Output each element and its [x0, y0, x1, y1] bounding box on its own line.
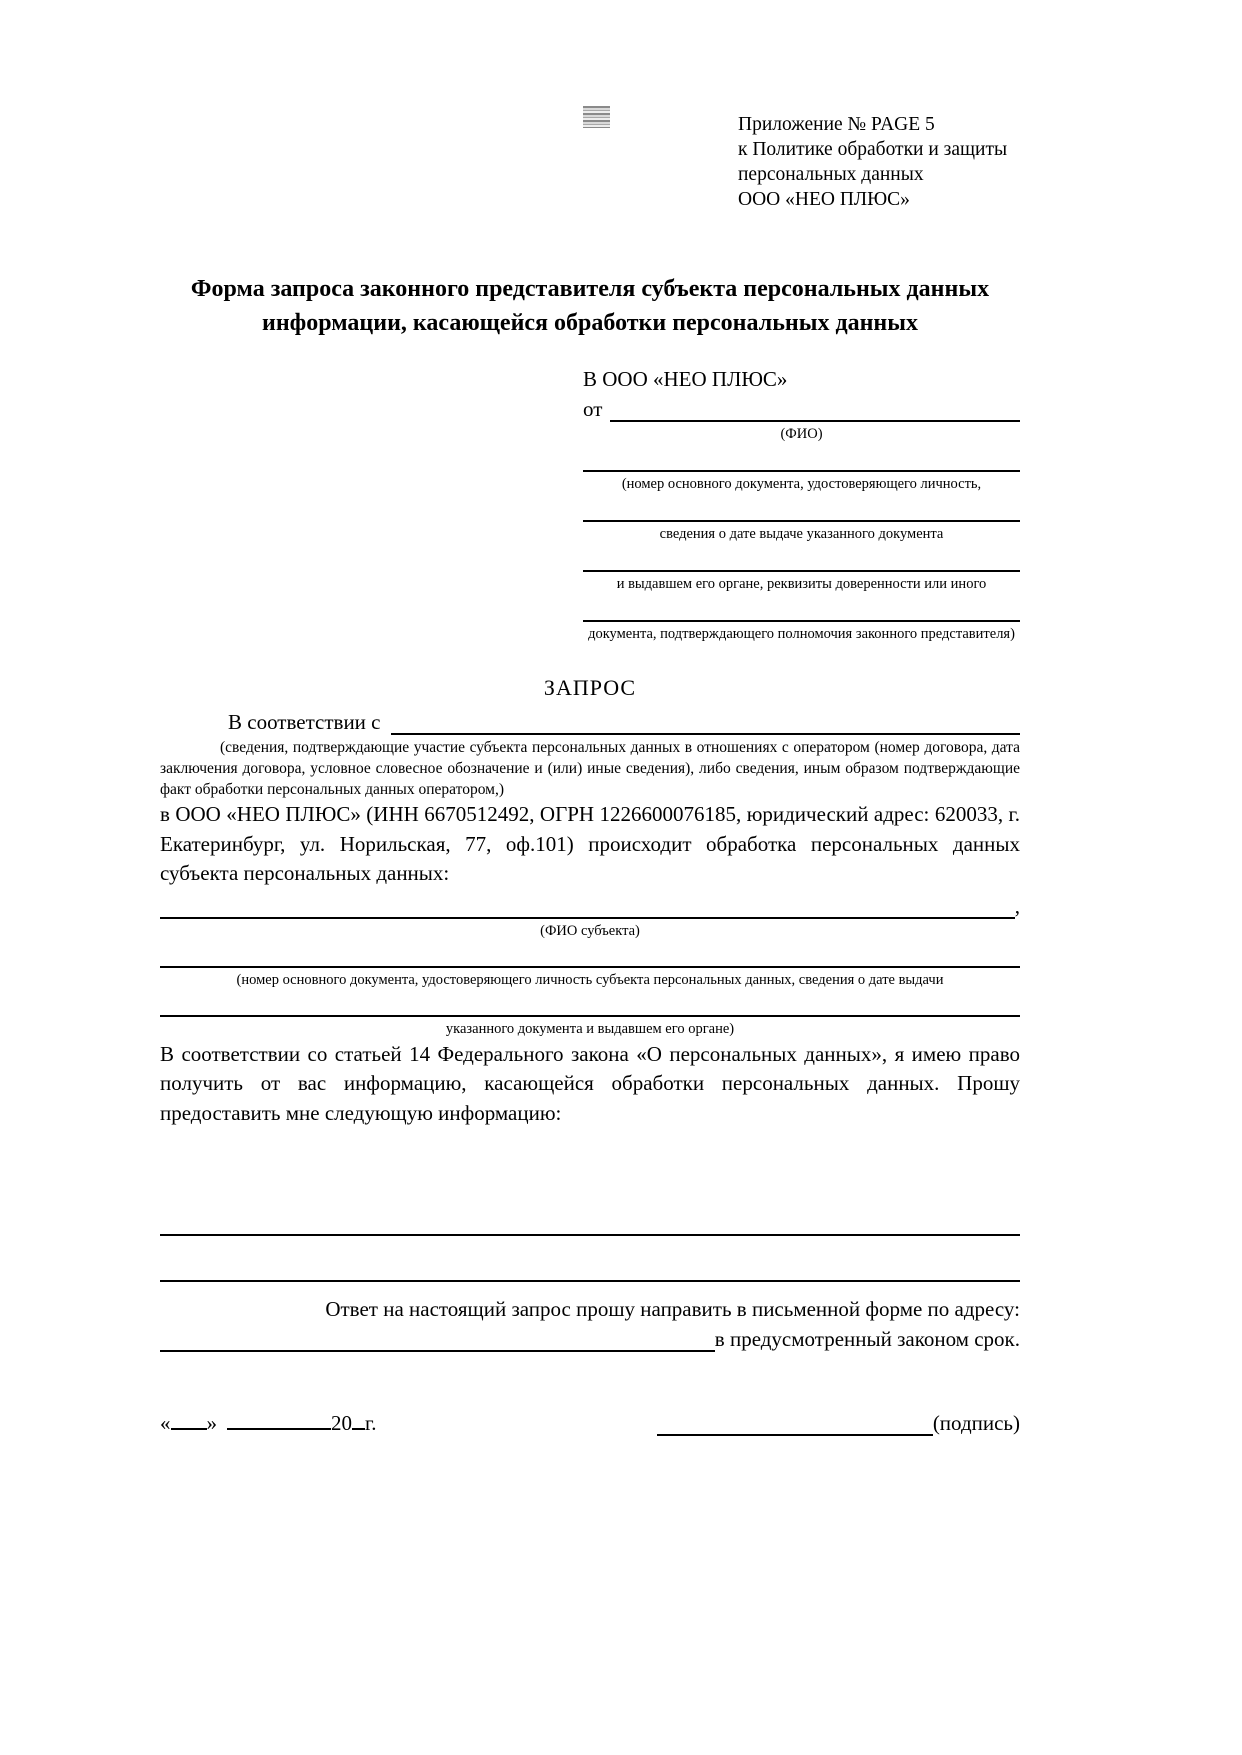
reply-suffix: в предусмотренный законом срок.	[714, 1327, 1020, 1351]
date-group	[160, 1410, 377, 1436]
in-accordance-label: В соответствии с	[228, 710, 381, 734]
doc-number-blank-line[interactable]	[583, 443, 1020, 472]
subject-doc-blank-line[interactable]	[160, 940, 1020, 968]
year-suffix: г.	[365, 1411, 377, 1435]
reply-address-line	[160, 1324, 1020, 1352]
from-label: от	[583, 397, 603, 421]
fio-blank-line[interactable]	[610, 394, 1020, 422]
from-line	[583, 396, 1020, 422]
subject-fio-line	[160, 893, 1020, 919]
year-prefix: 20	[331, 1411, 352, 1435]
appendix-line-3: персональных данных	[738, 164, 924, 185]
signature-group	[657, 1411, 1020, 1436]
subject-doc-caption-2: указанного документа и выдавшем его органе)	[445, 1020, 735, 1037]
in-accordance-line	[160, 707, 1020, 735]
issue-date-field	[583, 493, 1020, 543]
month-blank[interactable]	[227, 1410, 331, 1430]
appendix-block	[738, 112, 1007, 212]
fio-caption: (ФИО)	[780, 426, 823, 442]
quote-open: «	[160, 1411, 171, 1435]
doc-number-caption: (номер основного документа, удостоверяющего личность,	[621, 476, 982, 492]
authority-doc-field	[583, 593, 1020, 643]
authority-doc-blank-line[interactable]	[583, 593, 1020, 622]
signature-blank-line[interactable]	[657, 1416, 933, 1436]
issuing-authority-field	[583, 543, 1020, 593]
doc-number-field	[583, 443, 1020, 493]
subject-doc-blank-line-2[interactable]	[160, 989, 1020, 1017]
signature-caption: (подпись)	[932, 1411, 1020, 1435]
date-signature-row	[160, 1410, 1020, 1436]
authority-doc-caption: документа, подтверждающего полномочия законного представителя)	[588, 626, 1015, 642]
issue-date-caption: сведения о дате выдаче указанного документа	[659, 526, 944, 542]
title-line-1: Форма запроса законного представителя субъекта персональных данных	[190, 276, 990, 302]
subject-doc-field-2	[160, 989, 1020, 1038]
document-title	[160, 272, 1020, 340]
issuing-authority-caption: и выдавшем его органе, реквизиты доверенности или иного	[616, 576, 987, 592]
appendix-line-2: к Политике обработки и защиты	[738, 139, 1008, 160]
subject-doc-caption-1: (номер основного документа, удостоверяющего личность субъекта персональных данных, сведения о дате выдачи	[236, 971, 944, 988]
subject-fio-blank-line[interactable]	[160, 901, 1015, 919]
reply-address-blank-line[interactable]	[160, 1322, 715, 1352]
image-placeholder-icon	[583, 106, 610, 128]
issue-date-blank-line[interactable]	[583, 493, 1020, 522]
subject-fio-caption: (ФИО субъекта)	[540, 922, 640, 939]
addressee-block	[583, 366, 1020, 643]
year-blank[interactable]	[352, 1410, 365, 1430]
subject-doc-field	[160, 940, 1020, 989]
in-accordance-blank-line[interactable]	[391, 705, 1021, 735]
small-note: (сведения, подтверждающие участие субъекта персональных данных в отношениях с оператором (номер договора, дата заключения договора, условное словесное обозначение и (или) иные сведения), либо сведения, иным образом подтверждающие факт обработки персональных данных оператором,)	[160, 739, 1020, 798]
statute-paragraph: В соответствии со статьей 14 Федерального закона «О персональных данных», я имею право получить от вас информацию, касающейся обработки персональных данных. Прошу предоставить мне следующую информацию:	[160, 1041, 1020, 1125]
appendix-line-1: Приложение № PAGE 5	[738, 114, 935, 135]
title-line-2: информации, касающейся обработки персональных данных	[262, 310, 918, 336]
request-heading: ЗАПРОС	[543, 675, 637, 700]
trailing-comma: ,	[1014, 893, 1020, 918]
addressee-to: В ООО «НЕО ПЛЮС»	[583, 367, 788, 391]
quote-close: »	[206, 1411, 217, 1435]
info-blank-line-1[interactable]	[160, 1190, 1020, 1236]
day-blank[interactable]	[171, 1410, 207, 1430]
appendix-line-4: ООО «НЕО ПЛЮС»	[738, 189, 910, 210]
operator-paragraph: в ООО «НЕО ПЛЮС» (ИНН 6670512492, ОГРН 1226600076185, юридический адрес: 620033, г. Екатеринбург, ул. Норильская, 77, оф.101) происходит обработка персональных данных субъекта персональных данных:	[160, 802, 1020, 885]
issuing-authority-blank-line[interactable]	[583, 543, 1020, 572]
info-blank-line-2[interactable]	[160, 1236, 1020, 1282]
reply-instruction: Ответ на настоящий запрос прошу направить в письменной форме по адресу:	[325, 1297, 1020, 1321]
